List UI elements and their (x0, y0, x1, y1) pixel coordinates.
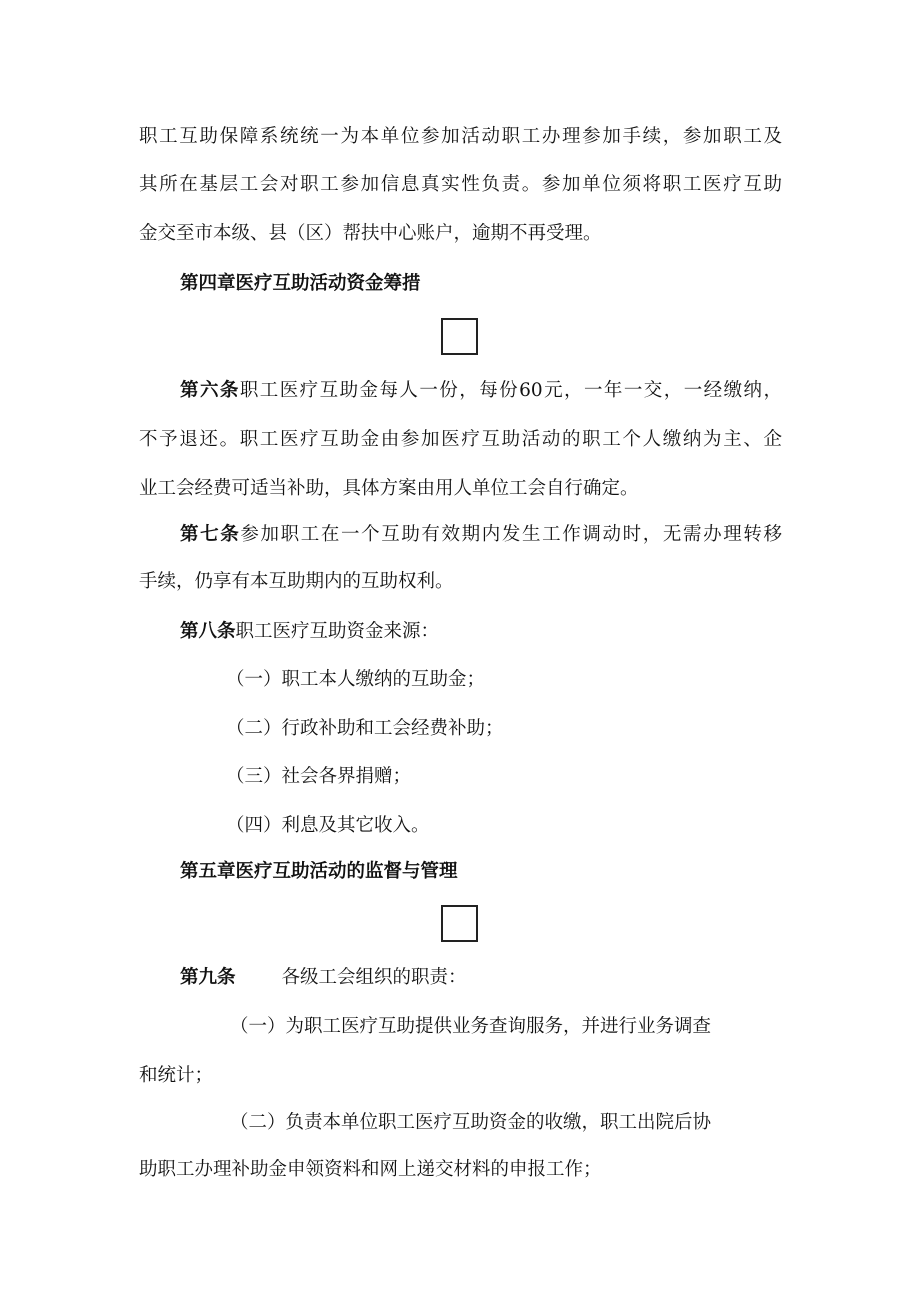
list-item: （一）为职工医疗互助提供业务查询服务，并进行业务调查 (230, 1016, 712, 1037)
article-6-text: 职工医疗互助金每人一份，每份60元，一年一交，一经缴纳， (239, 380, 782, 401)
article-8-text: 职工医疗互助资金来源： (235, 621, 440, 642)
article-7-first-line (180, 522, 782, 548)
paragraph-line: 金交至市本级、县（区）帮扶中心账户，逾期不再受理。 (139, 223, 602, 244)
paragraph-line: 不予退还。职工医疗互助金由参加医疗互助活动的职工个人缴纳为主、企 (139, 429, 782, 450)
paragraph-line: 手续，仍享有本互助期内的互助权利。 (139, 571, 454, 592)
article-6-first-line (180, 378, 782, 404)
placeholder-box (441, 905, 478, 942)
paragraph-line: 助职工办理补助金申领资料和网上递交材料的申报工作； (139, 1159, 602, 1180)
article-9-label: 第九条 (180, 967, 236, 988)
list-item: （二）负责本单位职工医疗互助资金的收缴，职工出院后协 (230, 1112, 712, 1133)
article-8-label: 第八条 (180, 621, 236, 642)
chapter-5-heading: 第五章医疗互助活动的监督与管理 (180, 861, 458, 882)
article-7-text: 参加职工在一个互助有效期内发生工作调动时，无需办理转移 (240, 524, 782, 545)
list-item: （三）社会各界捐赠； (226, 766, 412, 787)
article-9-text: 各级工会组织的职责： (281, 967, 467, 988)
chapter-4-heading: 第四章医疗互助活动资金筹措 (180, 273, 421, 294)
list-item: （四）利息及其它收入。 (226, 815, 430, 836)
paragraph-line: 和统计； (139, 1065, 214, 1086)
article-8-first-line (180, 619, 439, 645)
list-item: （一）职工本人缴纳的互助金； (226, 669, 486, 690)
article-6-label: 第六条 (180, 380, 240, 401)
placeholder-box (441, 318, 478, 355)
article-7-label: 第七条 (180, 524, 241, 545)
article-9-first-line (180, 965, 467, 991)
paragraph-line: 其所在基层工会对职工参加信息真实性负责。参加单位须将职工医疗互助 (139, 174, 782, 195)
list-item: （二）行政补助和工会经费补助； (226, 718, 504, 739)
paragraph-line: 职工互助保障系统统一为本单位参加活动职工办理参加手续，参加职工及 (139, 126, 782, 147)
paragraph-line: 业工会经费可适当补助，具体方案由用人单位工会自行确定。 (139, 478, 639, 499)
